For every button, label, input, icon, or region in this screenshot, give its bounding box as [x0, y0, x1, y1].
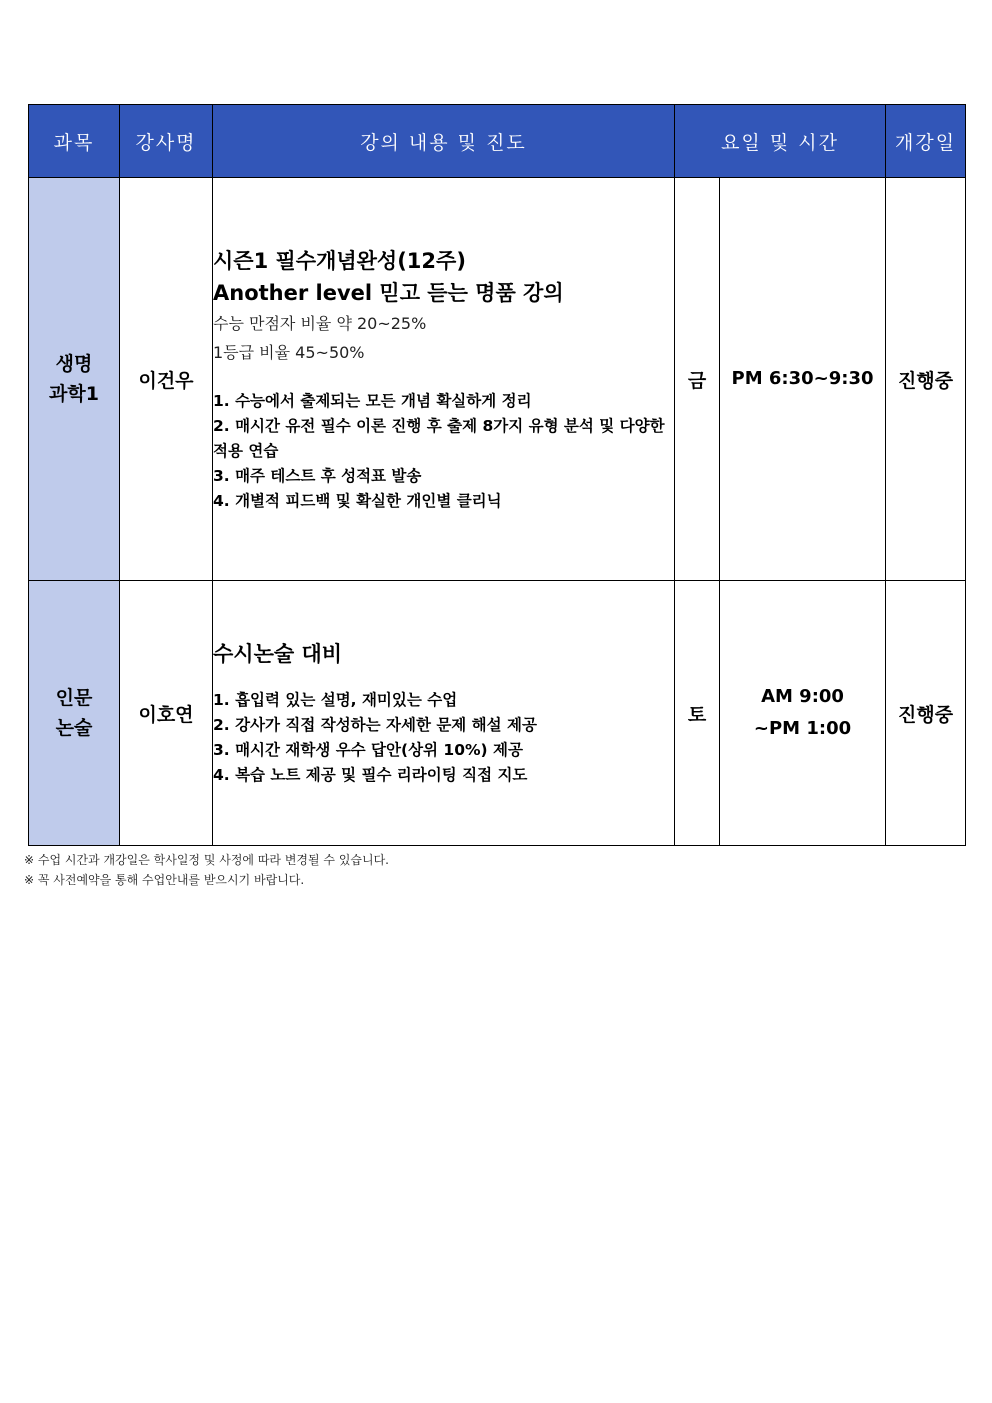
- subject-line: 인문: [55, 687, 93, 709]
- time-line: AM 9:00: [761, 686, 844, 707]
- footnote: ※ 꼭 사전예약을 통해 수업안내를 받으시기 바랍니다.: [24, 873, 305, 887]
- teacher-cell: 이건우: [120, 178, 213, 581]
- header-teacher: 강사명: [120, 105, 213, 178]
- subject-cell: [29, 581, 120, 846]
- content-cell: [213, 178, 675, 581]
- list-item: 4. 개별적 피드백 및 확실한 개인별 클리닉: [213, 491, 502, 510]
- time-cell: [720, 581, 886, 846]
- course-stat: 1등급 비율 45~50%: [213, 342, 365, 362]
- list-item: 2. 강사가 직접 작성하는 자세한 문제 해설 제공: [213, 716, 537, 734]
- subject-line: 과학1: [49, 383, 99, 405]
- header-row: [29, 105, 966, 178]
- content-cell: [213, 581, 675, 846]
- subject-cell: [29, 178, 120, 581]
- table-row: [29, 581, 966, 846]
- list-item: 2. 매시간 유전 필수 이론 진행 후 출제 8가지 유형 분석 및 다양한 적용 연습: [213, 416, 665, 460]
- time-line: ~PM 1:00: [753, 718, 852, 739]
- course-subtitle: Another level 믿고 듣는 명품 강의: [213, 280, 564, 305]
- header-schedule: 요일 및 시간: [675, 105, 886, 178]
- header-opening: 개강일: [886, 105, 966, 178]
- course-title: 수시논술 대비: [213, 642, 343, 666]
- day-cell: 금: [675, 178, 720, 581]
- header-content: 강의 내용 및 진도: [213, 105, 675, 178]
- course-points: [213, 389, 674, 514]
- class-schedule-table: [28, 104, 966, 846]
- opening-cell: 진행중: [886, 178, 966, 581]
- course-points: [213, 688, 674, 788]
- time-cell: [720, 178, 886, 581]
- opening-cell: 진행중: [886, 581, 966, 846]
- header-subject: 과목: [29, 105, 120, 178]
- list-item: 4. 복습 노트 제공 및 필수 리라이팅 직접 지도: [213, 766, 528, 784]
- day-cell: 토: [675, 581, 720, 846]
- footnote: ※ 수업 시간과 개강일은 학사일정 및 사정에 따라 변경될 수 있습니다.: [24, 853, 389, 867]
- teacher-cell: 이호연: [120, 581, 213, 846]
- table-row: [29, 178, 966, 581]
- course-stat: 수능 만점자 비율 약 20~25%: [213, 313, 427, 333]
- subject-line: 논술: [55, 717, 93, 739]
- list-item: 1. 수능에서 출제되는 모든 개념 확실하게 정리: [213, 391, 532, 410]
- footnotes: [24, 850, 389, 890]
- time-line: PM 6:30~9:30: [731, 368, 874, 389]
- list-item: 3. 매시간 재학생 우수 답안(상위 10%) 제공: [213, 741, 523, 759]
- list-item: 1. 흡입력 있는 설명, 재미있는 수업: [213, 691, 458, 709]
- subject-line: 생명: [55, 353, 93, 375]
- course-title: 시즌1 필수개념완성(12주): [213, 248, 466, 273]
- list-item: 3. 매주 테스트 후 성적표 발송: [213, 466, 422, 485]
